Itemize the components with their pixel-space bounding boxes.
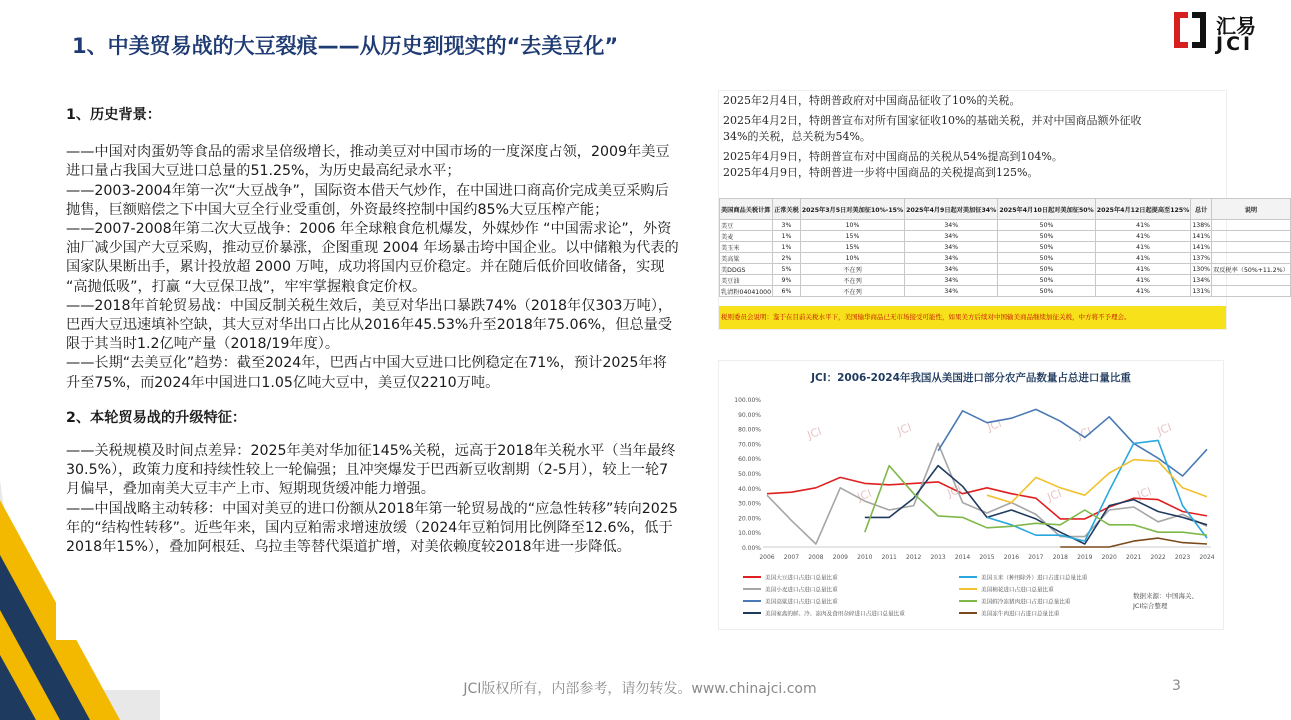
table-cell [1212,220,1291,231]
table-row [720,242,1291,253]
table-cell: 131% [1192,287,1211,295]
y-tick-label: 70.00% [738,441,761,449]
table-cell: 3% [773,220,801,231]
x-tick-label: 2007 [783,554,800,561]
table-cell: 137% [1192,254,1211,262]
table-cell: 50% [998,275,1095,286]
table-cell: 34% [905,253,998,264]
table-cell: 6% [773,286,801,297]
table-cell: 50% [998,264,1095,275]
tariff-table [719,198,1291,297]
chart-title: JCI：2006-2024年我国从美国进口部分农产品数量占总进口量比重 [811,372,1131,384]
table-cell: 134% [1192,276,1211,284]
table-cell: 美麦 [720,231,773,242]
text-panel [56,92,690,640]
table-cell: 130% [1192,265,1211,273]
table-cell: 50% [998,220,1095,231]
logo-en-text: JCI [1216,33,1254,55]
jci-logo [1168,8,1272,56]
y-tick-label: 100.00% [734,397,761,404]
table-cell: 34% [905,231,998,242]
legend-label: 美国冻牛肉进口占进口总量比重 [981,611,1060,618]
table-cell: 41% [1095,286,1191,297]
x-tick-label: 2023 [1174,554,1191,561]
tariff-news-panel [718,90,1289,330]
legend-label: 美国玉米（种用除外）进口占进口总量比重 [981,575,1088,582]
x-tick-label: 2011 [881,554,897,561]
table-cell: 41% [1095,231,1191,242]
line-chart [719,361,1223,629]
table-cell: 美豆 [720,220,773,231]
watermark-text: JCI [1045,486,1064,504]
watermark-text: JCI [855,486,874,504]
table-header-cell: 2025年4月10日起对美加征50% [998,199,1095,220]
y-tick-label: 0.00% [741,545,761,552]
paragraph: ——中国对肉蛋奶等食品的需求呈倍级增长，推动美豆对中国市场的一度深度占领，2009年美豆进口量占我国大豆进口总量的51.25%，为历史最高纪录水平； [66,144,670,180]
x-tick-label: 2018 [1052,554,1068,561]
paragraph: ——2018年首轮贸易战：中国反制关税生效后，美豆对华出口暴跌74%（2018年仅303万吨），巴西大豆迅速填补空缺，其大豆对华出口占比从2016年45.53%升至2018年75.06%，但总量受限于其当时1.2亿吨产量（2018/19年度）。 [66,297,673,353]
y-tick-label: 50.00% [738,471,761,478]
table-header-cell: 2025年4月9日起对美加征34% [905,199,998,220]
table-cell: 9% [773,275,801,286]
page-title: 1、中美贸易战的大豆裂痕——从历史到现实的“去美豆化” [72,34,619,58]
x-tick-label: 2017 [1028,554,1044,561]
table-cell: 50% [998,231,1095,242]
table-cell: 不在列 [800,264,904,275]
legend-label: 美国棉花进口占进口总量比重 [981,587,1054,594]
legend-label: 美国鲜冷冻猪肉进口占进口总量比重 [981,599,1071,606]
table-row [720,275,1291,286]
paragraph: ——中国战略主动转移：中国对美豆的进口份额从2018年第一轮贸易战的“应急性转移”转向2025年的“结构性转移”。近些年来，国内豆粕需求增速放缓（2024年豆粕饲用比例降至12.6%，低于2018年15%），叠加阿根廷、乌拉圭等替代渠道扩增，对美依赖度较2018年进一步降低。 [66,500,678,556]
watermark-text: JCI [1135,484,1154,502]
news-line: 2025年4月9日，特朗普宣布对中国商品的关税从54%提高到104%。 [723,149,1063,163]
x-tick-label: 2012 [906,554,922,561]
table-cell: 41% [1095,264,1191,275]
watermark-text: JCI [985,416,1004,434]
table-header-cell: 2025年3月5日对美加征10%-15% [800,199,904,220]
chart-panel [718,360,1224,630]
x-tick-label: 2013 [930,554,946,561]
table-cell [1212,231,1291,242]
table-cell: 不在列 [800,286,904,297]
table-header-cell: 2025年4月12日起提高至125% [1095,199,1191,220]
table-cell: 41% [1095,220,1191,231]
section-heading: 2、本轮贸易战的升级特征： [66,409,247,426]
x-tick-label: 2008 [808,554,824,561]
table-cell: 美豆油 [720,275,773,286]
table-cell: 美高粱 [720,253,773,264]
x-tick-label: 2022 [1150,554,1166,561]
news-line: 2025年4月9日，特朗普进一步将中国商品的关税提高到125%。 [723,166,1039,180]
legend-label: 美国家禽的鲜、冷、冻肉及食用杂碎进口占进口总量比重 [765,611,905,618]
table-cell: 50% [998,242,1095,253]
table-cell: 不在列 [800,275,904,286]
table-cell: 美DDGS [720,264,773,275]
legend-label: 美国小麦进口占进口总量比重 [765,587,838,594]
table-cell [1212,253,1291,264]
x-tick-label: 2006 [759,554,775,561]
x-tick-label: 2019 [1077,554,1093,561]
watermark-text: JCI [1155,420,1174,438]
y-tick-label: 60.00% [738,456,761,464]
legend-label: 美国大豆进口占进口总量比重 [765,575,838,582]
table-row [720,220,1291,231]
table-cell: 34% [905,264,998,275]
table-header-row [720,199,1291,220]
series-line-2 [938,409,1207,476]
x-tick-label: 2014 [954,554,971,561]
y-tick-label: 20.00% [738,515,761,523]
table-header-cell: 说明 [1212,199,1291,220]
chart-source: 数据来源：中国海关、 JCI综合整理 [1133,592,1198,610]
watermark-text: JCI [945,482,964,500]
table-cell: 15% [800,231,904,242]
legend-label: 美国高粱进口占进口总量比重 [765,599,838,606]
table-row [720,231,1291,242]
table-row [720,253,1291,264]
y-tick-label: 90.00% [738,411,761,419]
table-cell: 141% [1192,243,1211,251]
table-cell: 美玉米 [720,242,773,253]
table-cell [1212,286,1291,297]
table-cell [1212,275,1291,286]
watermark-text: JCI [895,420,914,438]
table-header-cell: 正常关税 [773,199,801,220]
footer-copyright: JCI版权所有，内部参考，请勿转发。www.chinajci.com [463,681,817,697]
x-tick-label: 2020 [1101,554,1117,561]
tariff-note: 税则委员会说明：鉴于在目前关税水平下，美国输华商品已无市场接受可能性，如果美方后续对中国输美商品继续加征关税，中方将不予理会。 [719,306,1226,329]
y-tick-label: 30.00% [738,500,761,508]
paragraph: ——关税规模及时间点差异：2025年美对华加征145%关税，远高于2018年关税水平（当年最终30.5%），政策力度和持续性较上一轮偏强；且冲突爆发于巴西新豆收割期（2-5月），较上一轮7月偏早，叠加南美大豆丰产上市、短期现货缓冲能力增强。 [66,443,676,498]
table-header-cell: 总计 [1191,199,1212,220]
table-cell: 138% [1192,221,1211,229]
table-cell: 10% [800,220,904,231]
table-cell: 41% [1095,242,1191,253]
table-cell: 2% [773,253,801,264]
table-cell: 34% [905,220,998,231]
paragraph: ——2003-2004年第一次“大豆战争”，国际资本借天气炒作，在中国进口商高价完成美豆采购后抛售，巨额赔偿之下中国大豆全行业受重创，外资最终控制中国约85%大豆压榨产能； [66,182,669,218]
y-tick-label: 10.00% [738,530,761,538]
table-cell: 双反税率（50%+11.2%） [1212,264,1291,275]
table-cell: 41% [1095,253,1191,264]
table-cell: 15% [800,242,904,253]
table-cell: 34% [905,275,998,286]
table-cell: 141% [1192,232,1211,240]
paragraph: ——2007-2008年第二次大豆战争：2006 年全球粮食危机爆发，外媒炒作 “中国需求论”，外资油厂减少国产大豆采购，推动豆价暴涨，企图重现 2004 年场暴击垮中国企业。以中储粮为代表的国家队果断出手，累计投放超 2000 万吨，成功将国内豆价稳定。并在随后低价回收储备，实现 “高抛低吸”，打赢 “大豆保卫战”，牢牢掌握粮食定价权。 [66,221,679,295]
table-cell: 1% [773,242,801,253]
x-tick-label: 2009 [832,554,848,561]
x-tick-label: 2024 [1199,554,1215,561]
news-line: 2025年2月4日，特朗普政府对中国商品征收了10%的关税。 [723,94,1021,107]
x-tick-label: 2015 [979,554,995,561]
logo-cn-text: 汇易 [1216,14,1256,38]
watermark-text: JCI [1075,424,1094,442]
y-tick-label: 80.00% [738,426,761,434]
table-cell: 5% [773,264,801,275]
paragraph: ——长期“去美豆化”趋势：截至2024年，巴西占中国大豆进口比例稳定在71%，预计2025年将升至75%，而2024年中国进口1.05亿吨大豆中，美豆仅2210万吨。 [66,355,667,391]
news-line: 2025年4月2日，特朗普宣布对所有国家征收10%的基础关税，并对中国商品额外征收 [723,113,1142,127]
watermark-text: JCI [805,424,824,442]
y-tick-label: 40.00% [738,485,761,493]
section-heading: 1、历史背景： [66,107,161,123]
table-row [720,286,1291,297]
table-cell: 50% [998,286,1095,297]
x-tick-label: 2010 [857,554,873,561]
jci-logo-mark-icon [1172,10,1208,50]
table-cell: 41% [1095,275,1191,286]
page-number: 3 [1172,678,1181,694]
table-cell: 34% [905,286,998,297]
table-cell: 50% [998,253,1095,264]
table-cell [1212,242,1291,253]
table-cell: 10% [800,253,904,264]
table-header-cell: 美国商品关税计算 [720,199,773,220]
table-row [720,264,1291,275]
news-line: 34%的关税，总关税为54%。 [723,130,871,144]
table-cell: 乳清粉04041000 [720,286,773,297]
table-cell: 34% [905,242,998,253]
table-cell: 1% [773,231,801,242]
x-tick-label: 2016 [1003,554,1020,561]
x-tick-label: 2021 [1126,554,1142,561]
